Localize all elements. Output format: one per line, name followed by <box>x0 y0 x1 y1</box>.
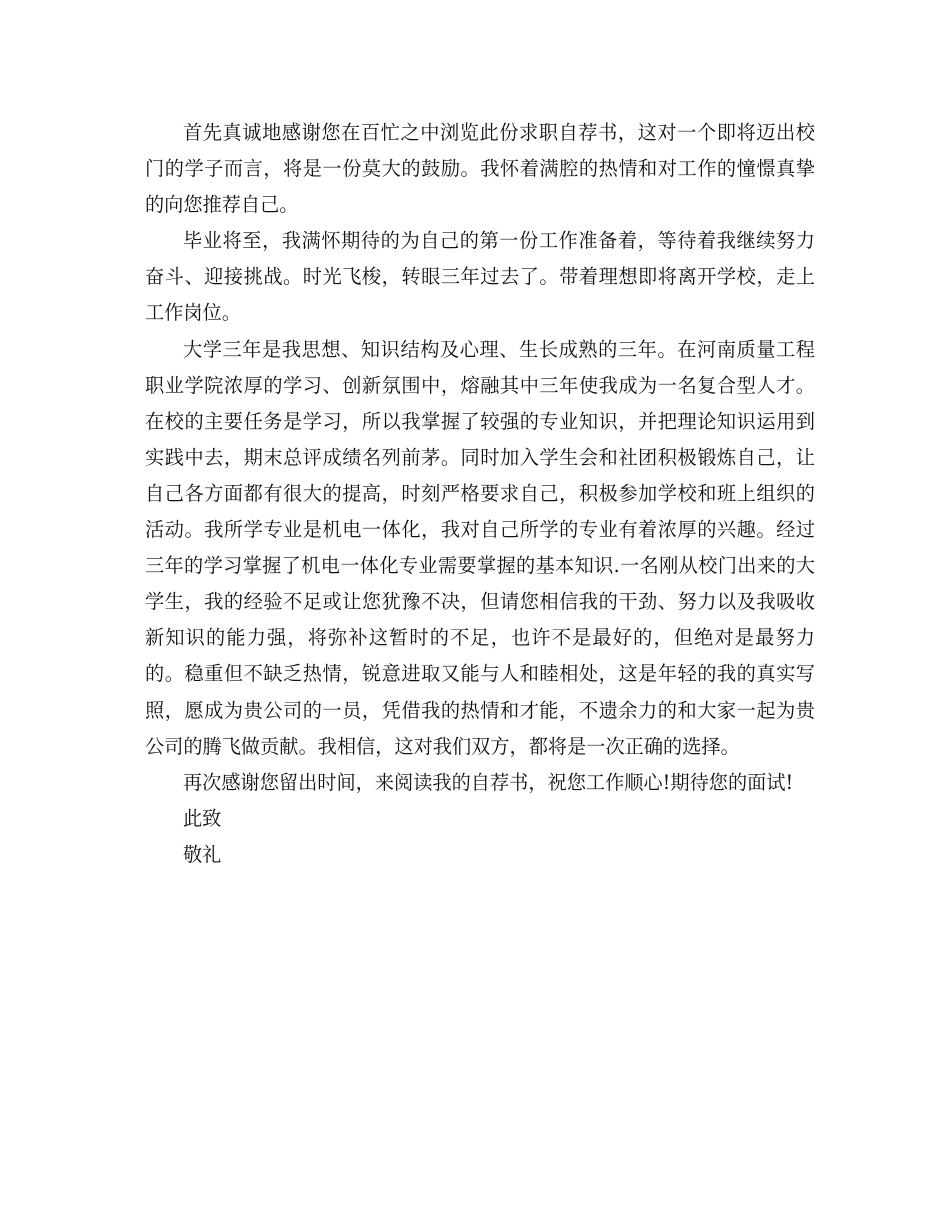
closing-salutation: 此致 <box>183 806 222 830</box>
paragraph-thanks: 再次感谢您留出时间，来阅读我的自荐书，祝您工作顺心!期待您的面试! <box>183 770 794 794</box>
paragraph-graduation: 毕业将至，我满怀期待的为自己的第一份工作准备着，等待着我继续努力奋斗、迎接挑战。时光飞梭，转眼三年过去了。带着理想即将离开学校，走上工作岗位。 <box>145 229 815 325</box>
paragraph-university: 大学三年是我思想、知识结构及心理、生长成熟的三年。在河南质量工程职业学院浓厚的学习、创新氛围中，熔融其中三年使我成为一名复合型人才。在校的主要任务是学习，所以我掌握了较强的专业知识，并把理论知识运用到实践中去，期末总评成绩名列前茅。同时加入学生会和社团积极锻炼自己，让自己各方面都有很大的提高，时刻严格要求自己，积极参加学校和班上组织的活动。我所学专业是机电一体化，我对自己所学的专业有着浓厚的兴趣。经过三年的学习掌握了机电一体化专业需要掌握的基本知识.一名刚从校门出来的大学生，我的经验不足或让您犹豫不决，但请您相信我的干劲、努力以及我吸收新知识的能力强，将弥补这暂时的不足，也许不是最好的，但绝对是最努力的。稳重但不缺乏热情，锐意进取又能与人和睦相处，这是年轻的我的真实写照，愿成为贵公司的一员，凭借我的热情和才能，不遗余力的和大家一起为贵公司的腾飞做贡献。我相信，这对我们双方，都将是一次正确的选择。 <box>145 337 815 758</box>
paragraph-intro: 首先真诚地感谢您在百忙之中浏览此份求职自荐书，这对一个即将迈出校门的学子而言，将是一份莫大的鼓励。我怀着满腔的热情和对工作的憧憬真挚的向您推荐自己。 <box>145 121 815 217</box>
letter-body <box>145 115 815 873</box>
closing-regards: 敬礼 <box>183 842 222 866</box>
